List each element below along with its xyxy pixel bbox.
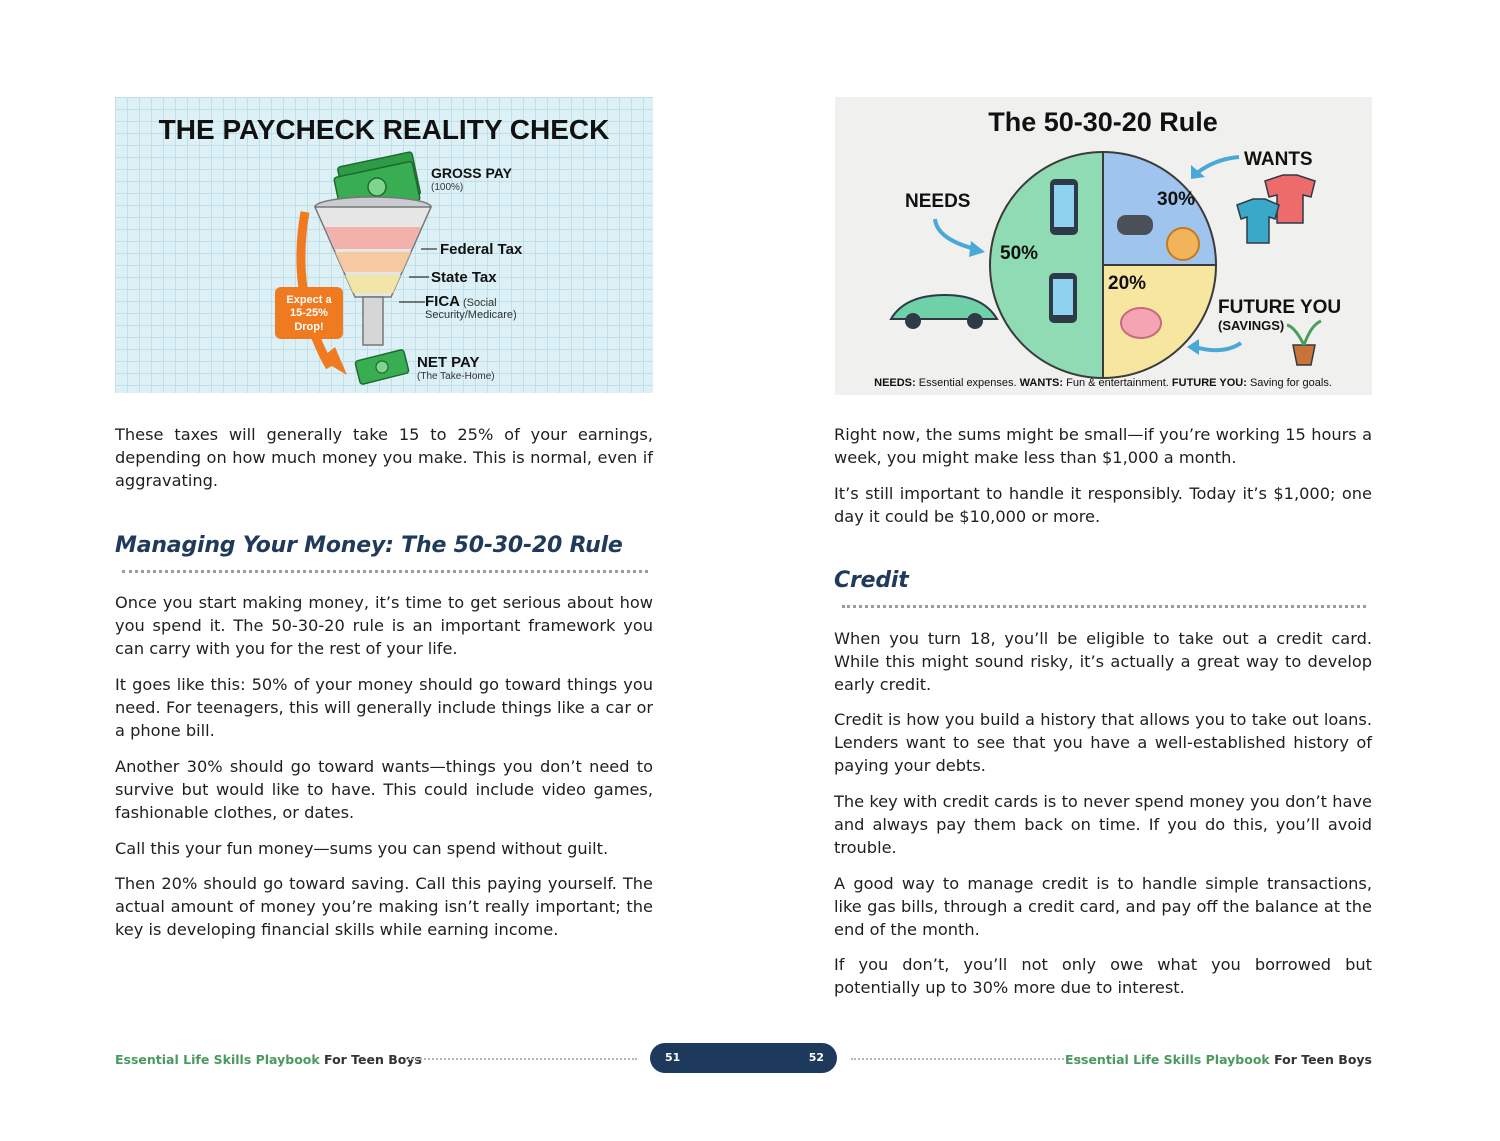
fica-detail-line1: (Social xyxy=(463,297,497,309)
future-arrow-icon xyxy=(1187,339,1241,355)
needs-label: NEEDS xyxy=(905,191,971,212)
needs-arrow-icon xyxy=(935,219,985,257)
paycheck-funnel-illustration xyxy=(115,97,653,393)
paragraph-top-1: Right now, the sums might be small—if you’re working 15 hours a week, you might make less than $1,000 a month. xyxy=(834,425,1372,468)
state-tax-label: State Tax xyxy=(431,269,497,286)
pie-caption xyxy=(874,377,1332,389)
footer-dots-left xyxy=(405,1058,637,1060)
footer-brand-left xyxy=(115,1052,422,1067)
budget-pie-illustration xyxy=(835,97,1372,395)
net-pay-money-icon xyxy=(355,349,409,384)
paragraph-5: Then 20% should go toward saving. Call this paying yourself. The actual amount of money you’re making isn’t really important; the key is developing financial skills while earning income. xyxy=(115,874,653,940)
paycheck-reality-check-figure xyxy=(115,97,653,393)
paycheck-title: THE PAYCHECK REALITY CHECK xyxy=(158,114,610,145)
credit-paragraph-3: The key with credit cards is to never spend money you don’t have and always pay them back on time. If you do this, you’ll avoid trouble. xyxy=(834,792,1372,858)
plant-pot-icon xyxy=(1287,321,1321,365)
fica-detail-line2: Security/Medicare) xyxy=(425,309,517,321)
future-you-label: FUTURE YOU xyxy=(1218,297,1342,318)
caption-needs-text: Essential expenses. xyxy=(918,377,1017,389)
paragraph-2: It goes like this: 50% of your money should go toward things you need. For teenagers, this will generally include things like a car or a phone bill. xyxy=(115,675,653,741)
wants-label: WANTS xyxy=(1244,149,1313,170)
paragraph-3: Another 30% should go toward wants—things you don’t need to survive but would like to have. This could include video games, fashionable clothes, or dates. xyxy=(115,757,653,823)
sports-car-icon xyxy=(891,295,997,329)
phone-icon xyxy=(1050,179,1078,235)
caption-future-text: Saving for goals. xyxy=(1249,377,1332,389)
credit-paragraph-4: A good way to manage credit is to handle simple transactions, like gas bills, through a credit card, and pay off the balance at the end of the month. xyxy=(834,874,1372,940)
callout-line1: Expect a xyxy=(286,294,332,306)
drop-callout-badge xyxy=(275,287,343,339)
footer-dots-right xyxy=(851,1058,1083,1060)
game-controller-icon xyxy=(1117,215,1153,235)
fica-label: FICA xyxy=(425,293,460,310)
wants-arrow-icon xyxy=(1191,157,1239,179)
page-number-pill xyxy=(650,1043,837,1073)
net-pay-detail: (The Take-Home) xyxy=(417,371,495,382)
right-page xyxy=(750,0,1500,1141)
gross-pay-percent: (100%) xyxy=(431,182,464,193)
caption-wants-key: WANTS: xyxy=(1019,377,1064,389)
credit-paragraph-2: Credit is how you build a history that allows you to take out loans. Lenders want to see that you have a well-established history of paying your debts. xyxy=(834,710,1372,776)
pie-title: The 50-30-20 Rule xyxy=(988,107,1218,137)
federal-tax-label: Federal Tax xyxy=(440,241,523,258)
clothes-icon xyxy=(1237,175,1315,243)
page-number-right: 52 xyxy=(808,1051,824,1064)
savings-label: (SAVINGS) xyxy=(1218,318,1285,333)
intro-paragraph: These taxes will generally take 15 to 25% of your earnings, depending on how much money you make. This is normal, even if aggravating. xyxy=(115,425,653,491)
piggy-bank-icon xyxy=(1121,308,1161,338)
footer-brand-right-title: Essential Life Skills Playbook xyxy=(1065,1052,1270,1067)
callout-line3: Drop! xyxy=(294,321,324,333)
section-heading-budget-rule: Managing Your Money: The 50-30-20 Rule xyxy=(115,533,623,558)
net-pay-label: NET PAY xyxy=(417,354,480,371)
smart-phone-icon xyxy=(1049,273,1077,323)
credit-paragraph-1: When you turn 18, you’ll be eligible to take out a credit card. While this might sound risky, it’s actually a great way to develop early credit. xyxy=(834,629,1372,695)
footer-brand-right xyxy=(1065,1052,1372,1067)
paragraph-top-2: It’s still important to handle it responsibly. Today it’s $1,000; one day it could be $10,000 or more. xyxy=(834,484,1372,527)
caption-needs-key: NEEDS: xyxy=(874,377,916,389)
paragraph-4: Call this your fun money—sums you can spend without guilt. xyxy=(115,839,609,858)
needs-slice-left xyxy=(990,152,1103,378)
credit-paragraph-5: If you don’t, you’ll not only owe what you borrowed but potentially up to 30% more due to interest. xyxy=(834,955,1372,998)
footer-brand-right-subtitle: For Teen Boys xyxy=(1274,1052,1372,1067)
caption-wants-text: Fun & entertainment. xyxy=(1066,377,1169,389)
section-heading-credit: Credit xyxy=(834,568,909,593)
callout-line2: 15-25% xyxy=(290,307,328,319)
pizza-icon xyxy=(1167,228,1199,260)
credit-heading-divider xyxy=(842,605,1366,608)
heading-divider xyxy=(122,570,648,573)
gross-pay-label: GROSS PAY xyxy=(431,165,512,181)
fifty-thirty-twenty-figure xyxy=(835,97,1372,395)
needs-percent: 50% xyxy=(1000,243,1039,264)
paragraph-1: Once you start making money, it’s time to get serious about how you spend it. The 50-30-20 rule is an important framework you can carry with you for the rest of your life. xyxy=(115,593,653,659)
footer-brand-left-title: Essential Life Skills Playbook xyxy=(115,1052,320,1067)
page-number-left: 51 xyxy=(665,1051,681,1064)
caption-future-key: FUTURE YOU: xyxy=(1171,377,1247,389)
wants-percent: 30% xyxy=(1157,189,1196,210)
footer-brand-left-subtitle: For Teen Boys xyxy=(324,1052,422,1067)
future-percent: 20% xyxy=(1108,273,1147,294)
